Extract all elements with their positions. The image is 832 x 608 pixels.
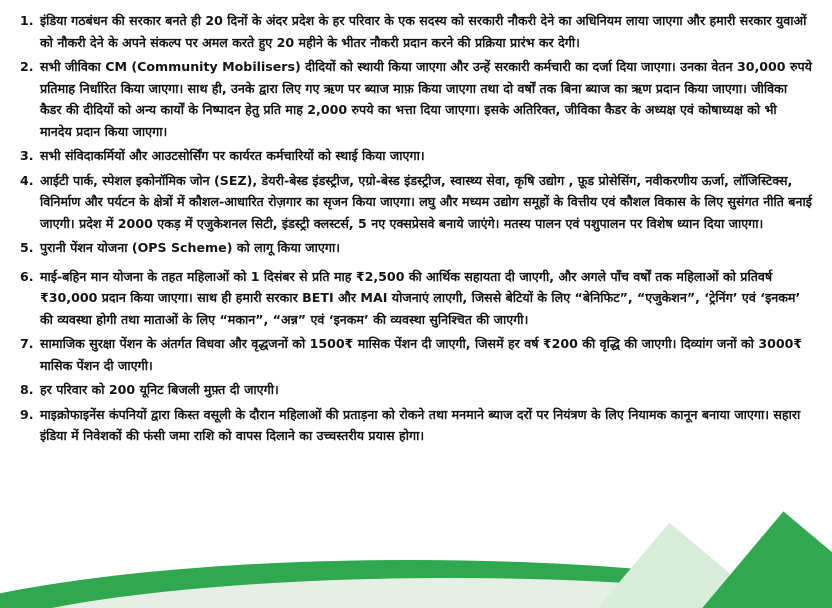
list-item [20, 379, 812, 401]
item-text: माइक्रोफाइनेंस कंपनियों द्वारा किस्त वसूली के दौरान महिलाओं की प्रताड़ना को रोकने तथा मनमाने ब्याज दरों पर नियंत्रण के लिए नियामक कानून बनाया जाएगा। सहारा इंडिया में निवेशकों की फंसी जमा राशि को वापस दिलाने का उच्चस्तरीय प्रयास होगा। [40, 406, 801, 443]
item-number: 8. [20, 382, 34, 397]
list-item [20, 56, 812, 142]
item-text: आईटी पार्क, स्पेशल इकोनॉमिक जोन (SEZ), डेयरी-बेस्ड इंडस्ट्रीज, एग्रो-बेस्ड इंडस्ट्रीज, स्वास्थ्य सेवा, कृषि उद्योग , फ़ूड प्रोसेसिंग, नवीकरणीय ऊर्जा, लॉजिस्टिक्स, विनिर्माण और पर्यटन के क्षेत्रों में कौशल-आधारित रोज़गार का सृजन किया जाएगा। लघु और मध्यम उद्योग समूहों के वित्तीय एवं कौशल विकास के लिए सुसंगत नीति बनाई जाएगी। प्रदेश में 2000 एकड़ में एजुकेशनल सिटी, इंडस्ट्री क्लस्टर्स, 5 नए एक्सप्रेसवे बनाये जाएंगे। मतस्य पालन एवं पशुपालन पर विशेष ध्यान दिया जाएगा। [40, 172, 812, 231]
item-number: 5. [20, 240, 34, 255]
list-item [20, 333, 812, 376]
list-item [20, 10, 812, 53]
item-text: माई-बहिन मान योजना के तहत महिलाओं को 1 दिसंबर से प्रति माह ₹2,500 की आर्थिक सहायता दी जाएगी, और अगले पाँच वर्षों तक महिलाओं को प्रतिवर्ष ₹30,000 प्रदान किया जाएगा। साथ ही हमारी सरकार BETI और MAI योजनाएं लाएगी, जिससे बेटियों के लिए “बेनिफिट”, “एजुकेशन”, ‘ट्रेनिंग’ एवं ‘इनकम’ की व्यवस्था होगी तथा माताओं के लिए “मकान”, “अन्न” एवं ‘इनकम’ की व्यवस्था सुनिश्चित की जाएगी। [40, 268, 801, 327]
item-number: 1. [20, 13, 34, 28]
item-number: 7. [20, 336, 34, 351]
item-number: 2. [20, 59, 34, 74]
list-item [20, 145, 812, 167]
list-item [20, 170, 812, 235]
item-text: इंडिया गठबंधन की सरकार बनते ही 20 दिनों के अंदर प्रदेश के हर परिवार के एक सदस्य को सरकारी नौकरी देने का अधिनियम लाया जाएगा और हमारी सरकार युवाओं को नौकरी देने के अपने संकल्प पर अमल करते हुए 20 महीने के भीतर नौकरी प्रदान करने की प्रक्रिया प्रारंभ कर देगी। [40, 13, 807, 50]
item-number: 6. [20, 268, 34, 284]
item-number: 3. [20, 148, 34, 163]
item-number: 4. [20, 172, 34, 188]
list-item [20, 237, 812, 259]
item-number: 9. [20, 406, 34, 422]
list-item [20, 404, 812, 447]
item-text: सभी जीविका CM (Community Mobilisers) दीदियों को स्थायी किया जाएगा और उन्हें सरकारी कर्मचारी का दर्जा दिया जाएगा। उनका वेतन 30,000 रुपये प्रतिमाह निर्धारित किया जाएगा। साथ ही, उनके द्वारा लिए गए ऋण पर ब्याज माफ़ किया जाएगा तथा दो वर्षों तक बिना ब्याज का ऋण प्रदान किया जाएगा। जीविका कैडर की दीदियों को अन्य कार्यों के निष्पादन हेतु प्रति माह 2,000 रुपये का भत्ता दिया जाएगा। इसके अतिरिक्त, जीविका कैडर के अध्यक्ष एवं कोषाध्यक्ष को भी मानदेय प्रदान किया जाएगा। [40, 59, 812, 139]
item-text: हर परिवार को 200 यूनिट बिजली मुफ़्त दी जाएगी। [40, 382, 279, 397]
item-text: सभी संविदाकर्मियों और आउटसोर्सिंग पर कार्यरत कर्मचारियों को स्थाई किया जाएगा। [40, 148, 425, 163]
promise-list [20, 10, 812, 447]
item-text: सामाजिक सुरक्षा पेंशन के अंतर्गत विधवा और वृद्धजनों को 1500₹ मासिक पेंशन दी जाएगी, जिसमें हर वर्ष ₹200 की वृद्धि की जाएगी। दिव्यांग जनों को 3000₹ मासिक पेंशन दी जाएगी। [40, 336, 803, 373]
list-item [20, 266, 812, 331]
item-text: पुरानी पेंशन योजना (OPS Scheme) को लागू किया जाएगा। [40, 240, 341, 255]
